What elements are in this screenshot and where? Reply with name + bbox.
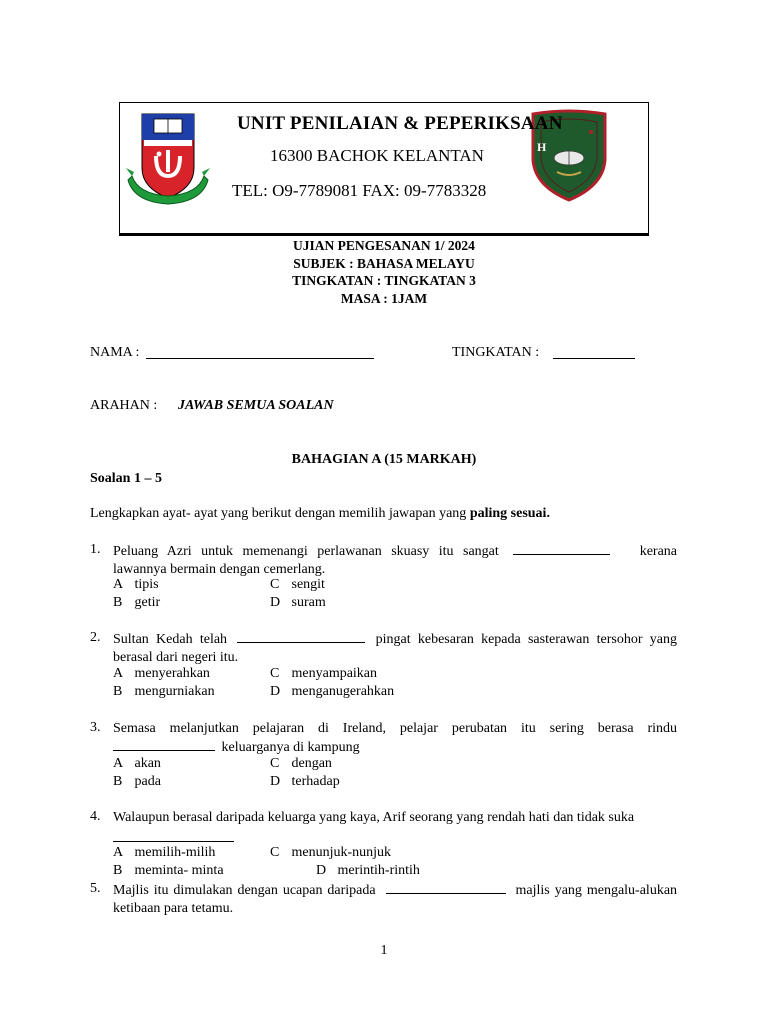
q2-option-c[interactable]: C menyampaikan <box>270 666 378 681</box>
q5-text <box>113 881 677 918</box>
nama-field[interactable] <box>146 346 374 359</box>
header-underline <box>119 233 649 236</box>
header-address: 16300 BACHOK KELANTAN <box>270 146 484 165</box>
arahan-label: ARAHAN : <box>90 398 158 413</box>
q3-text-a: Semasa melanjutkan pelajaran di Ireland, pelajar perubatan itu sering berasa rindu <box>113 721 677 736</box>
q2-text-b: pingat kebesaran kepada sasterawan tersohor yang berasal dari negeri itu. <box>113 632 678 665</box>
header-title: UNIT PENILAIAN & PEPERIKSAAN <box>237 113 563 134</box>
q3-option-c[interactable]: C dengan <box>270 756 332 771</box>
q3-option-d[interactable]: D terhadap <box>270 774 340 789</box>
exam-title: UJIAN PENGESANAN 1/ 2024 <box>293 238 475 253</box>
section-range: Soalan 1 – 5 <box>90 471 162 486</box>
q2-option-d[interactable]: D menganugerahkan <box>270 684 395 699</box>
q3-number: 3. <box>90 720 101 735</box>
q5-number: 5. <box>90 881 101 896</box>
section-title: BAHAGIAN A (15 MARKAH) <box>291 452 477 467</box>
header-contact: TEL: O9-7789081 FAX: 09-7783328 <box>232 181 487 200</box>
section-instruction <box>90 506 550 522</box>
page-number: 1 <box>380 943 388 958</box>
q4-blank[interactable] <box>113 829 234 842</box>
q1-blank[interactable] <box>513 542 610 555</box>
q1-text <box>113 542 677 579</box>
nama-label: NAMA : <box>90 345 140 360</box>
q2-option-b[interactable]: B mengurniakan <box>113 684 215 699</box>
q1-number: 1. <box>90 542 101 557</box>
instruction-plain: Lengkapkan ayat- ayat yang berikut dengan memilih jawapan yang <box>90 506 467 521</box>
tingkatan-field[interactable] <box>553 346 635 359</box>
q1-option-c[interactable]: C sengit <box>270 577 325 592</box>
q1-text-a: Peluang Azri untuk memenangi perlawanan skuasy itu sangat <box>113 544 499 559</box>
q4-number: 4. <box>90 809 101 824</box>
q3-text-b: keluarganya di kampung <box>221 740 360 755</box>
q4-text: Walaupun berasal daripada keluarga yang kaya, Arif seorang yang rendah hati dan tidak suka <box>113 810 635 825</box>
q4-option-b[interactable]: B meminta- minta <box>113 863 224 878</box>
q5-text-a: Majlis itu dimulakan dengan ucapan daripada <box>113 883 376 898</box>
q3-option-a[interactable]: A akan <box>113 756 161 771</box>
instruction-bold: paling sesuai. <box>469 506 550 521</box>
q2-text <box>113 630 677 667</box>
q4-option-c[interactable]: C menunjuk-nunjuk <box>270 845 392 860</box>
q2-option-a[interactable]: A menyerahkan <box>113 666 210 681</box>
q5-blank[interactable] <box>386 881 506 894</box>
q4-option-a[interactable]: A memilih-milih <box>113 845 216 860</box>
exam-duration: MASA : 1JAM <box>340 291 428 306</box>
q3-text <box>113 720 677 757</box>
q1-option-a[interactable]: A tipis <box>113 577 159 592</box>
q2-text-a: Sultan Kedah telah <box>113 632 228 647</box>
exam-subject: SUBJEK : BAHASA MELAYU <box>293 256 475 271</box>
q3-option-b[interactable]: B pada <box>113 774 161 789</box>
school-crest-left-icon <box>124 110 212 208</box>
crest-letter: H <box>537 140 547 154</box>
q3-blank[interactable] <box>113 738 215 751</box>
arahan-text: JAWAB SEMUA SOALAN <box>178 398 334 413</box>
exam-form: TINGKATAN : TINGKATAN 3 <box>292 273 476 288</box>
q2-blank[interactable] <box>237 630 365 643</box>
q2-number: 2. <box>90 630 101 645</box>
q4-option-d[interactable]: D merintih-rintih <box>316 863 420 878</box>
q5-text-b: majlis yang mengalu-alukan ketibaan para tetamu. <box>113 883 678 916</box>
q1-option-b[interactable]: B getir <box>113 595 161 610</box>
q1-option-d[interactable]: D suram <box>270 595 326 610</box>
tingkatan-label: TINGKATAN : <box>452 345 540 360</box>
q1-text-b: kerana lawannya bermain dengan cemerlang. <box>113 544 678 577</box>
